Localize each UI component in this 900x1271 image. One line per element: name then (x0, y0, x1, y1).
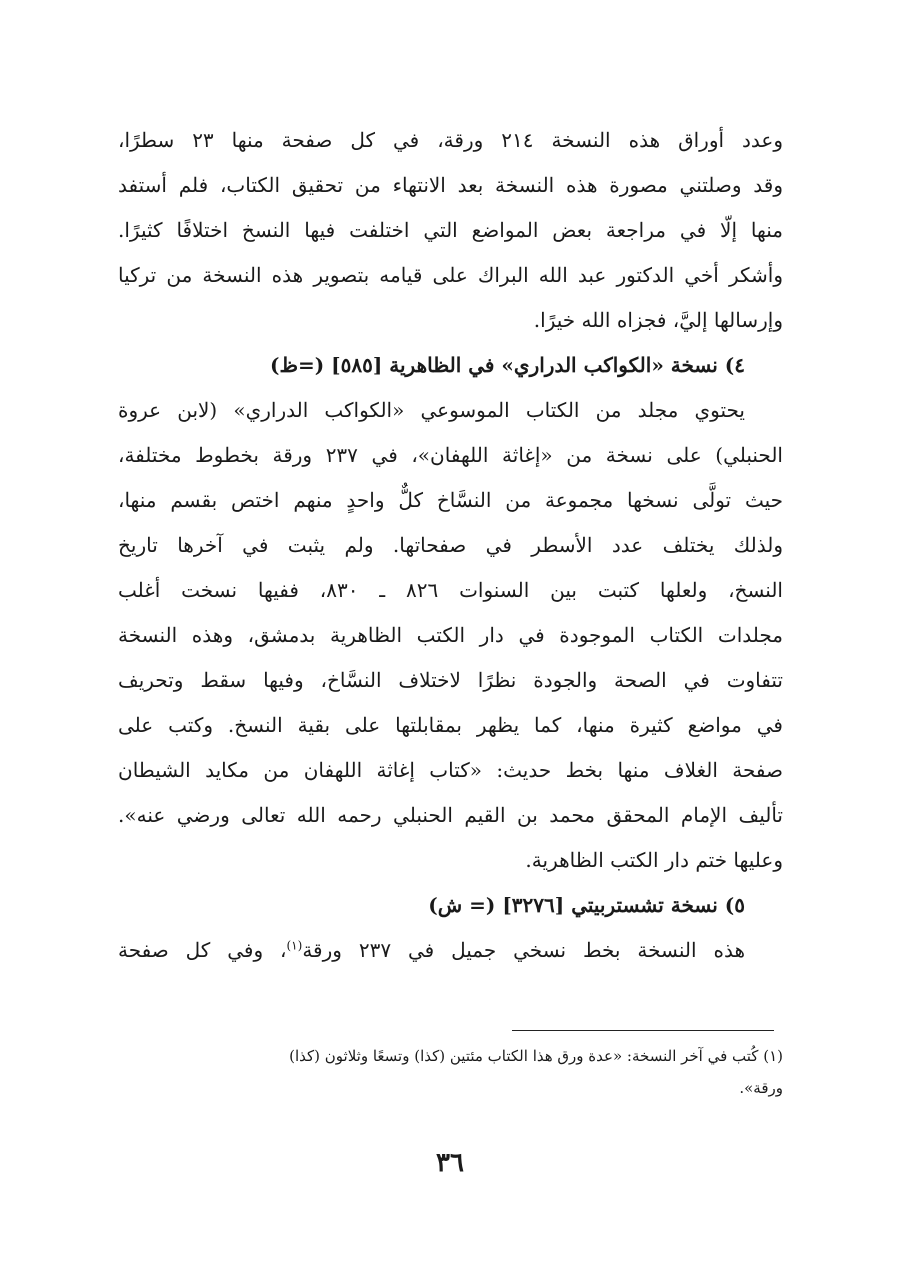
paragraph-nuskha-3-end (118, 118, 783, 343)
text-line: وعليها ختم دار الكتب الظاهرية. (525, 848, 783, 872)
text-after-footnote-ref: ، وفي كل صفحة (118, 938, 287, 962)
text-line: وأشكر أخي الدكتور عبد الله البراك على قيامه بتصوير هذه النسخة من تركيا (118, 263, 783, 287)
text-line: مجلدات الكتاب الموجودة في دار الكتب الظاهرية بدمشق، وهذه النسخة (118, 623, 783, 647)
text-line: ولذلك يختلف عدد الأسطر في صفحاتها. ولم يثبت في آخرها تاريخ (118, 533, 783, 557)
text-line: وقد وصلتني مصورة هذه النسخة بعد الانتهاء من تحقيق الكتاب، فلم أستفد (118, 173, 783, 197)
text-line: تتفاوت في الصحة والجودة نظرًا لاختلاف النسَّاخ، وفيها سقط وتحريف (118, 668, 783, 692)
text-before-footnote-ref: هذه النسخة بخط نسخي جميل في ٢٣٧ ورقة (302, 938, 745, 962)
text-line: صفحة الغلاف منها بخط حديث: «كتاب إغاثة اللهفان من مكايد الشيطان (118, 758, 783, 782)
paragraph-nuskha-5 (118, 928, 783, 973)
text-line: وعدد أوراق هذه النسخة ٢١٤ ورقة، في كل صفحة منها ٢٣ سطرًا، (118, 128, 783, 152)
footnote-line: (١) كُتب في آخر النسخة: «عدة ورق هذا الكتاب مئتين (كذا) وتسعًا وثلاثون (كذا) (289, 1047, 783, 1065)
text-line: تأليف الإمام المحقق محمد بن القيم الحنبلي رحمه الله تعالى ورضي عنه». (118, 803, 783, 827)
section-heading-5: ٥) نسخة تشستربيتي [٣٢٧٦] (= ش) (428, 893, 745, 917)
text-line: في مواضع كثيرة منها، كما يظهر بمقابلتها على بقية النسخ. وكتب على (118, 713, 783, 737)
footnote-reference[interactable]: (١) (286, 938, 303, 953)
text-line: حيث تولَّى نسخها مجموعة من النسَّاخ كلٌّ واحدٍ منهم اختص بقسم منها، (118, 488, 784, 512)
footnote-separator (512, 1030, 774, 1031)
paragraph-nuskha-4 (118, 388, 783, 883)
text-line: يحتوي مجلد من الكتاب الموسوعي «الكواكب الدراري» (لابن عروة (118, 398, 745, 422)
text-line: وإرسالها إليَّ، فجزاه الله خيرًا. (533, 308, 783, 332)
page-body (118, 118, 783, 973)
text-line (118, 928, 783, 973)
text-line: منها إلّا في مراجعة بعض المواضع التي اختلفت فيها النسخ اختلافًا كثيرًا. (118, 218, 783, 242)
footnote (118, 1040, 783, 1104)
section-heading-4: ٤) نسخة «الكواكب الدراري» في الظاهرية [٥٨٥] (=ظ) (269, 353, 745, 377)
footnote-line: ورقة». (739, 1079, 783, 1097)
text-line: الحنبلي) على نسخة من «إغاثة اللهفان»، في ٢٣٧ ورقة بخطوط مختلفة، (118, 443, 783, 467)
page-number: ٣٦ (436, 1148, 464, 1178)
text-line: النسخ، ولعلها كتبت بين السنوات ٨٢٦ ـ ٨٣٠، ففيها نسخت أغلب (118, 578, 783, 602)
